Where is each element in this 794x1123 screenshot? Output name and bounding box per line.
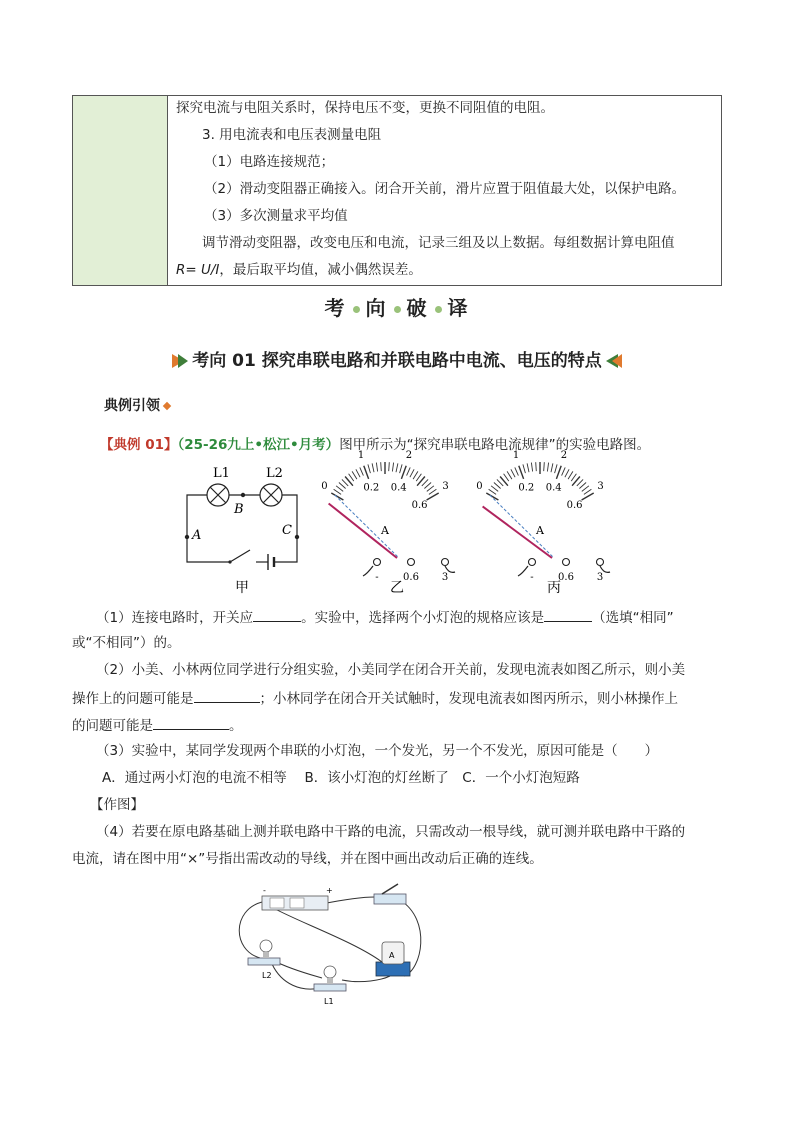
- scale-label-outer: 2: [560, 450, 568, 462]
- lamp-l1-bulb-icon: [314, 966, 346, 1006]
- terminal-label: 0.6: [558, 572, 574, 583]
- terminal-post: [442, 559, 449, 566]
- zero-reference-line: [490, 495, 554, 558]
- scale-label-outer: 0: [321, 481, 328, 492]
- lead-wire: [363, 566, 373, 576]
- switch-pivot-dot: [228, 560, 231, 563]
- table-line-1: 探究电流与电阻关系时，保持电压不变，更换不同阻值的电阻。: [176, 100, 554, 116]
- scale-tick: [523, 464, 526, 473]
- answer-blank-3[interactable]: [194, 688, 260, 703]
- scale-tick: [551, 463, 553, 472]
- figure2-meter-letter: A: [389, 951, 395, 960]
- table-line-4: （2）滑动变阻器正确接入。闭合开关前，滑片应置于阻值最大处，以保护电路。: [204, 181, 686, 197]
- table-line-7-text: ，最后取平均值，减小偶然误差。: [219, 262, 422, 278]
- circuit-figure: [180, 450, 640, 602]
- scale-tick: [568, 471, 573, 479]
- junction-c-dot: [295, 535, 299, 539]
- scale-tick: [401, 466, 406, 479]
- draw-label: 【作图】: [90, 797, 144, 813]
- meter-unit-label: A: [381, 524, 389, 537]
- question-1-line-2: 或“不相同”）的。: [72, 635, 181, 651]
- terminal-label: -: [530, 572, 534, 583]
- scale-label-outer: 0: [476, 481, 483, 492]
- terminal-label: -: [375, 572, 379, 583]
- scale-tick: [486, 493, 498, 500]
- switch-icon: [374, 884, 406, 904]
- table-line-7: [176, 261, 422, 279]
- scale-tick: [342, 479, 348, 486]
- physical-circuit-figure: [232, 880, 432, 1010]
- scale-tick: [372, 463, 374, 472]
- question-2-line-1: （2）小美、小林两位同学进行分组实验，小美同学在闭合开关前，发现电流表如图乙所示，则小美: [96, 662, 686, 678]
- scale-tick: [584, 489, 592, 494]
- section-title: [0, 292, 794, 321]
- scale-tick: [413, 471, 418, 479]
- scale-tick: [392, 463, 393, 472]
- table-line-2: 3. 用电流表和电压表测量电阻: [202, 127, 382, 143]
- scale-tick: [396, 463, 398, 472]
- scale-label-inner: 0.4: [545, 482, 562, 494]
- scale-tick: [360, 467, 364, 475]
- scale-tick: [497, 479, 503, 486]
- table-line-6: 调节滑动变阻器，改变电压和电流，记录三组及以上数据。每组数据计算电阻值: [202, 235, 675, 251]
- table-right-cell: [168, 96, 721, 285]
- scale-tick: [507, 471, 512, 479]
- scale-tick: [381, 462, 382, 471]
- diamond-icon: [163, 402, 171, 410]
- section-title-char-1: 考: [324, 296, 347, 320]
- battery-plus-sign: +: [326, 886, 333, 895]
- scale-tick: [544, 462, 545, 471]
- scale-tick: [389, 462, 390, 471]
- question-4-line-1: （4）若要在原电路基础上测并联电路中干路的电流，只需改动一根导线，就可测并联电路中干路的: [96, 824, 686, 840]
- section-title-char-4: 译: [447, 296, 470, 320]
- terminal-post: [597, 559, 604, 566]
- scale-tick: [547, 463, 548, 472]
- scale-tick: [515, 467, 519, 475]
- lead-wire: [518, 566, 528, 576]
- caption-yi: 乙: [390, 580, 404, 596]
- scale-tick: [349, 474, 354, 481]
- question-2-line-3: [72, 715, 243, 735]
- lamp-l2-bulb-icon: [248, 940, 280, 980]
- scale-label-outer: 1: [357, 450, 365, 462]
- caption-bing: 丙: [547, 580, 561, 596]
- scale-tick: [531, 463, 532, 472]
- dot-icon: [353, 306, 360, 313]
- scale-tick: [336, 486, 343, 492]
- scale-tick: [364, 466, 369, 479]
- terminal-label: 0.6: [403, 572, 419, 583]
- scale-tick: [368, 464, 371, 473]
- summary-table: [72, 95, 722, 286]
- scale-tick: [582, 486, 589, 492]
- scale-tick: [356, 469, 360, 477]
- scale-tick: [577, 479, 583, 486]
- example-source: （25-26九上•松江•月考）: [177, 437, 340, 453]
- scale-tick: [491, 486, 498, 492]
- example-heading-text: 典例引领: [104, 398, 160, 414]
- scale-tick: [376, 463, 377, 472]
- resistance-formula: R= U/I: [176, 262, 220, 278]
- scale-label-inner: 0.4: [390, 482, 407, 494]
- q2-part-e: 。: [229, 718, 243, 734]
- scale-tick: [407, 467, 411, 475]
- scale-tick: [571, 474, 576, 481]
- scale-tick: [352, 471, 357, 479]
- q2-part-d: 的问题可能是: [72, 718, 153, 734]
- arrow-right-icon: [178, 354, 188, 368]
- answer-blank-1[interactable]: [253, 607, 301, 622]
- terminal-post: [374, 559, 381, 566]
- q2-part-b: 操作上的问题可能是: [72, 691, 194, 707]
- scale-tick: [511, 469, 515, 477]
- ammeter-bing: [476, 450, 610, 583]
- battery-pack-icon: [262, 886, 333, 910]
- scale-tick: [334, 489, 342, 494]
- answer-blank-2[interactable]: [544, 607, 592, 622]
- question-2-line-2: [72, 688, 678, 708]
- lamp-l1-label: L1: [213, 466, 230, 481]
- topic-heading: [0, 346, 794, 371]
- figure2-lamp-l2-label: L2: [262, 971, 272, 980]
- q2-part-c: ；小林同学在闭合开关试触时，发现电流表如图丙所示，则小林操作上: [259, 691, 678, 707]
- scale-label-outer: 1: [512, 450, 520, 462]
- topic-heading-text: 考向 01 探究串联电路和并联电路中电流、电压的特点: [192, 351, 602, 371]
- terminal-label: 3: [596, 572, 604, 583]
- scale-tick: [410, 469, 414, 477]
- table-line-5: （3）多次测量求平均值: [204, 208, 348, 224]
- arrow-left-icon: [612, 354, 622, 368]
- terminal-post: [563, 559, 570, 566]
- question-3: （3）实验中，某同学发现两个串联的小灯泡，一个发光，另一个不发光，原因可能是（ ）: [96, 743, 659, 759]
- table-left-cell: [73, 96, 168, 285]
- scale-label-inner: 0.2: [518, 482, 535, 494]
- scale-tick: [562, 467, 566, 475]
- ammeter-yi: [321, 450, 455, 583]
- section-title-char-2: 向: [365, 296, 388, 320]
- section-title-char-3: 破: [406, 296, 429, 320]
- point-b-label: B: [234, 502, 244, 517]
- scale-label-outer: 2: [405, 450, 413, 462]
- scale-label-inner: 0.6: [566, 500, 583, 511]
- lamp-l2-label: L2: [266, 466, 283, 481]
- question-3-options: A．通过两小灯泡的电流不相等 B．该小灯泡的灯丝断了 C．一个小灯泡短路: [102, 770, 580, 786]
- scale-label-inner: 0.6: [411, 500, 428, 511]
- junction-a-dot: [185, 535, 189, 539]
- figure2-lamp-l1-label: L1: [324, 997, 334, 1006]
- example-intro: [100, 436, 650, 454]
- scale-tick: [427, 493, 439, 500]
- scale-tick: [427, 486, 434, 492]
- scale-tick: [331, 493, 343, 500]
- scale-tick: [556, 466, 561, 479]
- q1-part-c: （选填“相同”: [592, 610, 674, 626]
- scale-tick: [400, 464, 403, 473]
- question-1-line-1: [96, 607, 674, 627]
- scale-label-outer: 3: [442, 481, 449, 492]
- terminal-label: 3: [441, 572, 449, 583]
- zero-reference-line: [335, 495, 399, 558]
- caption-jia: 甲: [235, 580, 249, 596]
- example-tag: 【典例 01】: [100, 437, 178, 453]
- table-line-3: （1）电路连接规范；: [204, 154, 335, 170]
- battery-minus-sign: -: [263, 886, 266, 895]
- scale-tick: [579, 483, 586, 489]
- scale-tick: [339, 483, 346, 489]
- dot-icon: [394, 306, 401, 313]
- terminal-post: [408, 559, 415, 566]
- scale-tick: [494, 483, 501, 489]
- junction-b-dot: [241, 493, 245, 497]
- terminal-post: [529, 559, 536, 566]
- dot-icon: [435, 306, 442, 313]
- scale-tick: [504, 474, 509, 481]
- point-a-label: A: [192, 528, 202, 543]
- scale-tick: [429, 489, 437, 494]
- scale-tick: [582, 493, 594, 500]
- scale-tick: [565, 469, 569, 477]
- question-4-line-2: 电流，请在图中用“×”号指出需改动的导线，并在图中画出改动后正确的连线。: [72, 851, 543, 867]
- example-intro-text: 图甲所示为“探究串联电路电流规律”的实验电路图。: [339, 437, 651, 453]
- scale-tick: [489, 489, 497, 494]
- scale-label-inner: 0.2: [363, 482, 380, 494]
- meter-unit-label: A: [536, 524, 544, 537]
- scale-tick: [519, 466, 524, 479]
- answer-blank-4[interactable]: [153, 715, 229, 730]
- point-c-label: C: [282, 523, 292, 538]
- scale-tick: [555, 464, 558, 473]
- scale-tick: [422, 479, 428, 486]
- scale-tick: [424, 483, 431, 489]
- example-heading: [104, 395, 170, 415]
- q1-part-a: （1）连接电路时，开关应: [96, 610, 254, 626]
- scale-tick: [527, 463, 529, 472]
- q1-part-b: 。实验中，选择两个小灯泡的规格应该是: [301, 610, 545, 626]
- scale-tick: [536, 462, 537, 471]
- ammeter-device-icon: [376, 942, 410, 976]
- scale-tick: [416, 474, 421, 481]
- scale-label-outer: 3: [597, 481, 604, 492]
